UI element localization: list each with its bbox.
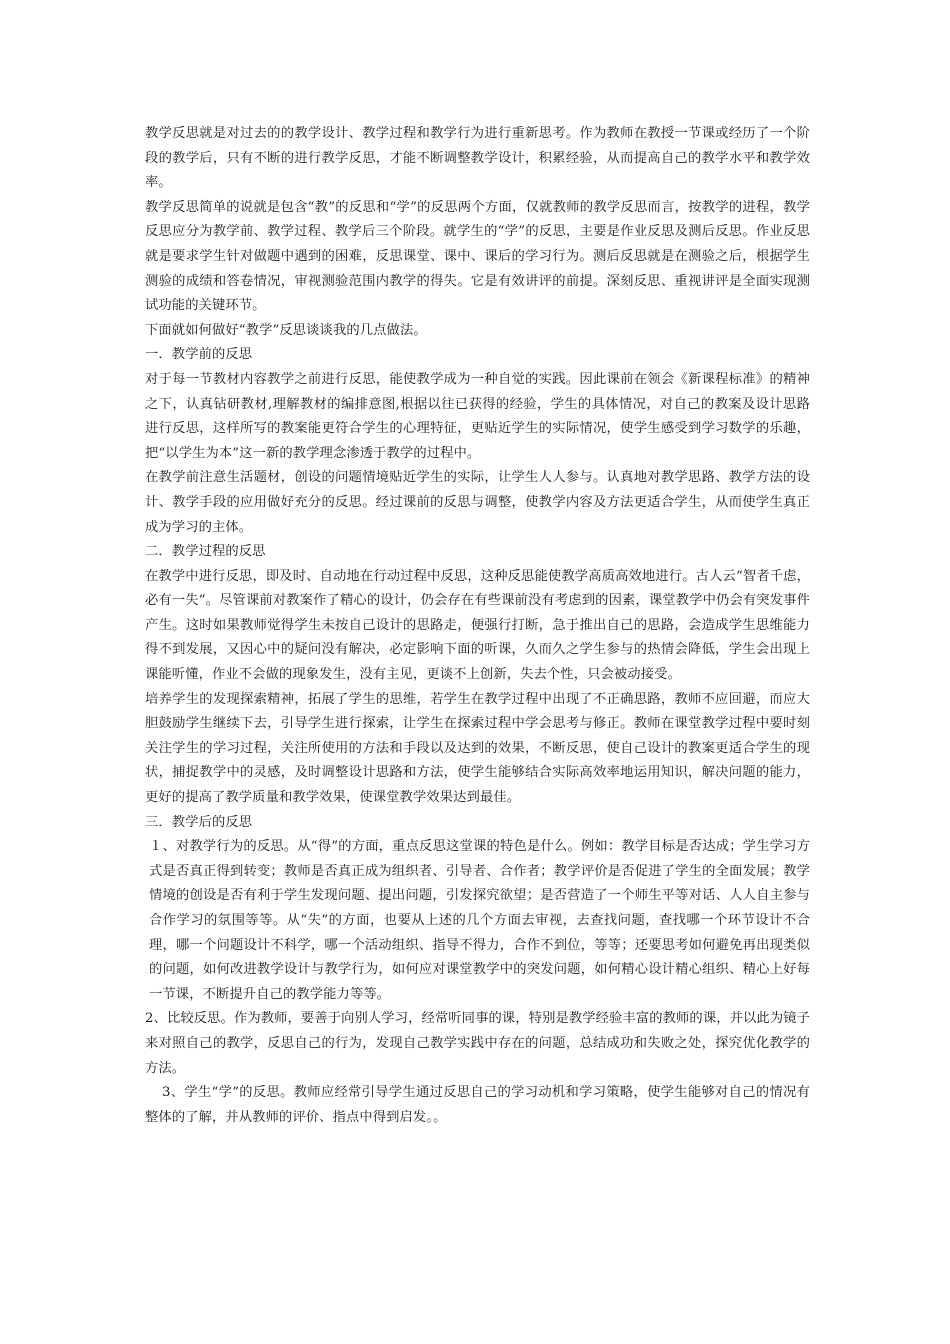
after-teaching-item-3: 3、学生“学”的反思。教师应经常引导学生通过反思自己的学习动机和学习策略，使学生能够对自己的情况有整体的了解，并从教师的评价、指点中得到启发。。	[145, 1085, 810, 1125]
definition-paragraph: 教学反思简单的说就是包含“教”的反思和“学”的反思两个方面，仅就教师的教学反思而言，按教学的进程，教学反思应分为教学前、教学过程、教学后三个阶段。就学生的“学”的反思，主要是作业反思及测后反思。作业反思就是要求学生针对做题中遇到的困难，反思课堂、课中、课后的学习行为。测后反思就是在测验之后，根据学生测验的成绩和答卷情况，审视测验范围内教学的得失。它是有效讲评的前提。深刻反思、重视讲评是全面实现测试功能的关键环节。	[145, 199, 810, 314]
transition-paragraph: 下面就如何做好“教学”反思谈谈我的几点做法。	[145, 322, 427, 338]
before-teaching-paragraph-2: 在教学前注意生活题材，创设的问题情境贴近学生的实际，让学生人人参与。认真地对教学思路、教学方法的设计、教学手段的应用做好充分的反思。经过课前的反思与调整，使教学内容及方法更适合学生，从而使学生真正成为学习的主体。	[145, 470, 810, 535]
after-teaching-item-2: 2、比较反思。作为教师，要善于向别人学习，经常听同事的课，特别是教学经验丰富的教师的课，并以此为镜子来对照自己的教学，反思自己的行为，发现自己教学实践中存在的问题，总结成功和失败之处，探究优化教学的方法。	[145, 1011, 811, 1076]
section-heading-before-teaching: 一．教学前的反思	[145, 347, 253, 363]
document-body	[145, 122, 810, 1130]
during-teaching-paragraph-1: 在教学中进行反思，即及时、自动地在行动过程中反思，这种反思能使教学高质高效地进行。古人云“智者千虑，必有一失”。尽管课前对教案作了精心的设计，仍会存在有些课前没有考虑到的因素，课堂教学中仍会有突发事件产生。这时如果教师觉得学生未按自己设计的思路走，便强行打断，急于推出自己的思路，会造成学生思维能力得不到发展，又因心中的疑问没有解决，必定影响下面的听课，久而久之学生参与的热情会降低，学生会出现上课能听懂，作业不会做的现象发生，没有主见，更谈不上创新，失去个性，只会被动接受。	[145, 568, 810, 683]
intro-paragraph: 教学反思就是对过去的的教学设计、教学过程和教学行为进行重新思考。作为教师在教授一节课或经历了一个阶段的教学后，只有不断的进行教学反思，才能不断调整教学设计，积累经验，从而提高自己的教学水平和教学效率。	[145, 126, 810, 191]
section-heading-after-teaching: 三．教学后的反思	[145, 814, 253, 830]
during-teaching-paragraph-2: 培养学生的发现探索精神，拓展了学生的思维，若学生在教学过程中出现了不正确思路，教师不应回避，而应大胆鼓励学生继续下去，引导学生进行探索，让学生在探索过程中学会思考与修正。教师在课堂教学过程中要时刻关注学生的学习过程，关注所使用的方法和手段以及达到的效果，不断反思，使自己设计的教案更适合学生的现状，捕捉教学中的灵感，及时调整设计思路和方法，使学生能够结合实际高效率地运用知识，解决问题的能力，更好的提高了教学质量和教学效果，使课堂教学效果达到最佳。	[145, 691, 810, 806]
after-teaching-item-1: １、对教学行为的反思。从“得”的方面，重点反思这堂课的特色是什么。例如：教学目标是否达成；学生学习方式是否真正得到转变；教师是否真正成为组织者、引导者、合作者；教学评价是否促进了学生的全面发展；教学情境的创设是否有利于学生发现问题、提出问题，引发探究欲望；是否营造了一个师生平等对话、人人自主参与合作学习的氛围等等。从“失”的方面，也要从上述的几个方面去审视，去查找问题，查找哪一个环节设计不合理，哪一个问题设计不科学，哪一个活动组织、指导不得力，合作不到位，等等；还要思考如何避免再出现类似的问题，如何改进教学设计与教学行为，如何应对课堂教学中的突发问题，如何精心设计精心组织、精心上好每一节课，不断提升自己的教学能力等等。	[149, 839, 810, 1002]
before-teaching-paragraph-1: 对于每一节教材内容教学之前进行反思，能使教学成为一种自觉的实践。因此课前在领会《新课程标准》的精神之下，认真钻研教材,理解教材的编排意图,根据以往已获得的经验，学生的具体情况，对自己的教案及设计思路进行反思，这样所写的教案能更符合学生的心理特征，更贴近学生的实际情况，使学生感受到学习数学的乐趣，把“以学生为本”这一新的教学理念渗透于教学的过程中。	[145, 371, 810, 461]
section-heading-during-teaching: 二．教学过程的反思	[145, 544, 266, 560]
